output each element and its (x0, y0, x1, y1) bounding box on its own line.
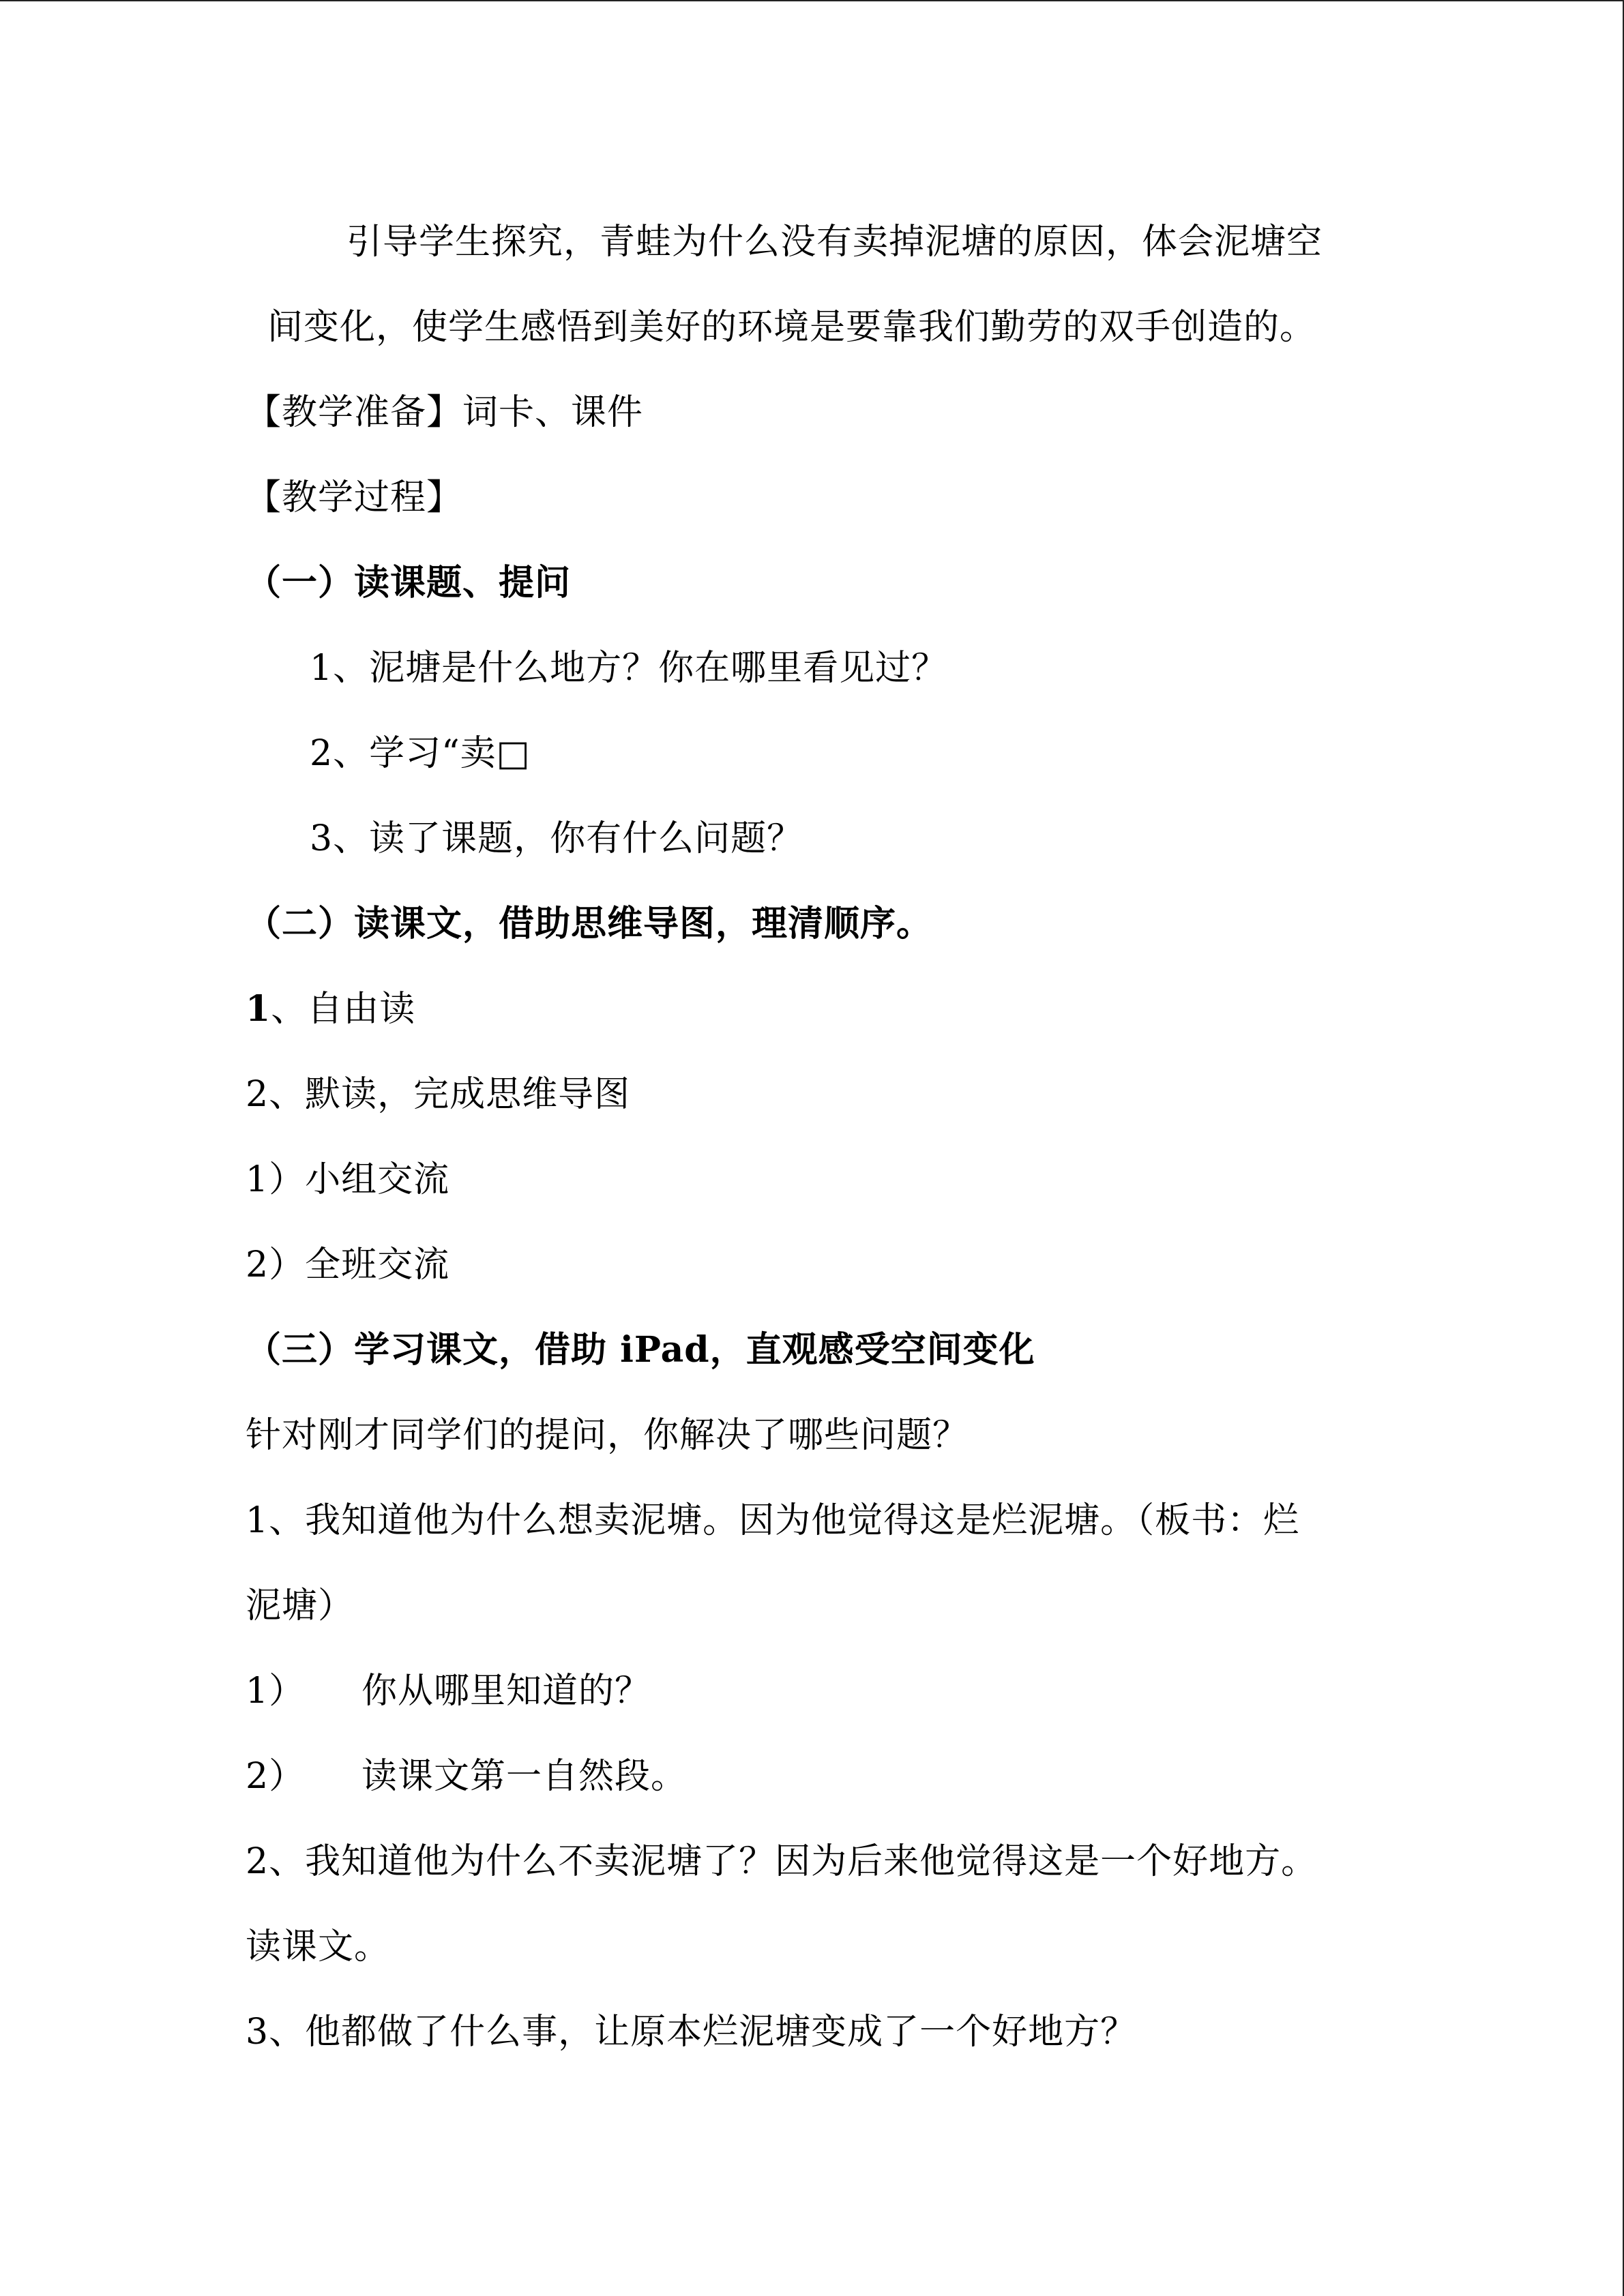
section-2-item-1-text: 、自由读 (271, 989, 416, 1030)
section-2-item-2: 2、默读，完成思维导图 (246, 1074, 631, 1115)
section-3-sub-1 (246, 1667, 651, 1715)
section-3-point-1-line-1: 1、我知道他为什么想卖泥塘。因为他觉得这是烂泥塘。（板书：烂 (246, 1500, 1300, 1541)
section-3-sub-1-number: 1） (246, 1671, 306, 1712)
intro-line-2: 间变化，使学生感悟到美好的环境是要靠我们勤劳的双手创造的。 (267, 307, 1316, 348)
section-3-point-1-line-2: 泥塘） (246, 1585, 355, 1626)
section-3-point-2-line-2: 读课文。 (246, 1926, 391, 1967)
section-3-point-2-line-1: 2、我知道他为什么不卖泥塘了？因为后来他觉得这是一个好地方。 (246, 1841, 1318, 1882)
section-1-item-3: 3、读了课题，你有什么问题？ (310, 818, 803, 859)
section-3-sub-2-text: 读课文第一自然段。 (361, 1756, 688, 1797)
section-3-question: 针对刚才同学们的提问，你解决了哪些问题？ (246, 1415, 969, 1456)
section-3-sub-1-text: 你从哪里知道的？ (361, 1671, 651, 1712)
intro-line-1: 引导学生探究，青蛙为什么没有卖掉泥塘的原因，体会泥塘空 (346, 222, 1323, 263)
section-3-sub-2 (246, 1753, 687, 1800)
section-3-sub-2-number: 2） (246, 1756, 306, 1797)
teaching-preparation: 【教学准备】词卡、课件 (246, 392, 644, 433)
section-3-point-3: 3、他都做了什么事，让原本烂泥塘变成了一个好地方？ (246, 2012, 1137, 2053)
section-1-title: （一）读课题、提问 (246, 562, 572, 603)
section-2-item-1 (246, 985, 415, 1033)
section-2-item-1-number: 1 (246, 988, 271, 1030)
section-3-title: （三）学习课文，借助 iPad，直观感受空间变化 (246, 1329, 1035, 1371)
section-1-item-1: 1、泥塘是什么地方？你在哪里看见过？ (310, 648, 948, 689)
teaching-process-heading: 【教学过程】 (246, 477, 463, 518)
section-2-title: （二）读课文，借助思维导图，理清顺序。 (246, 903, 933, 944)
section-2-sub-2: 2）全班交流 (246, 1244, 450, 1285)
section-2-sub-1: 1）小组交流 (246, 1159, 450, 1200)
section-1-item-2: 2、学习“卖□ (310, 733, 531, 774)
